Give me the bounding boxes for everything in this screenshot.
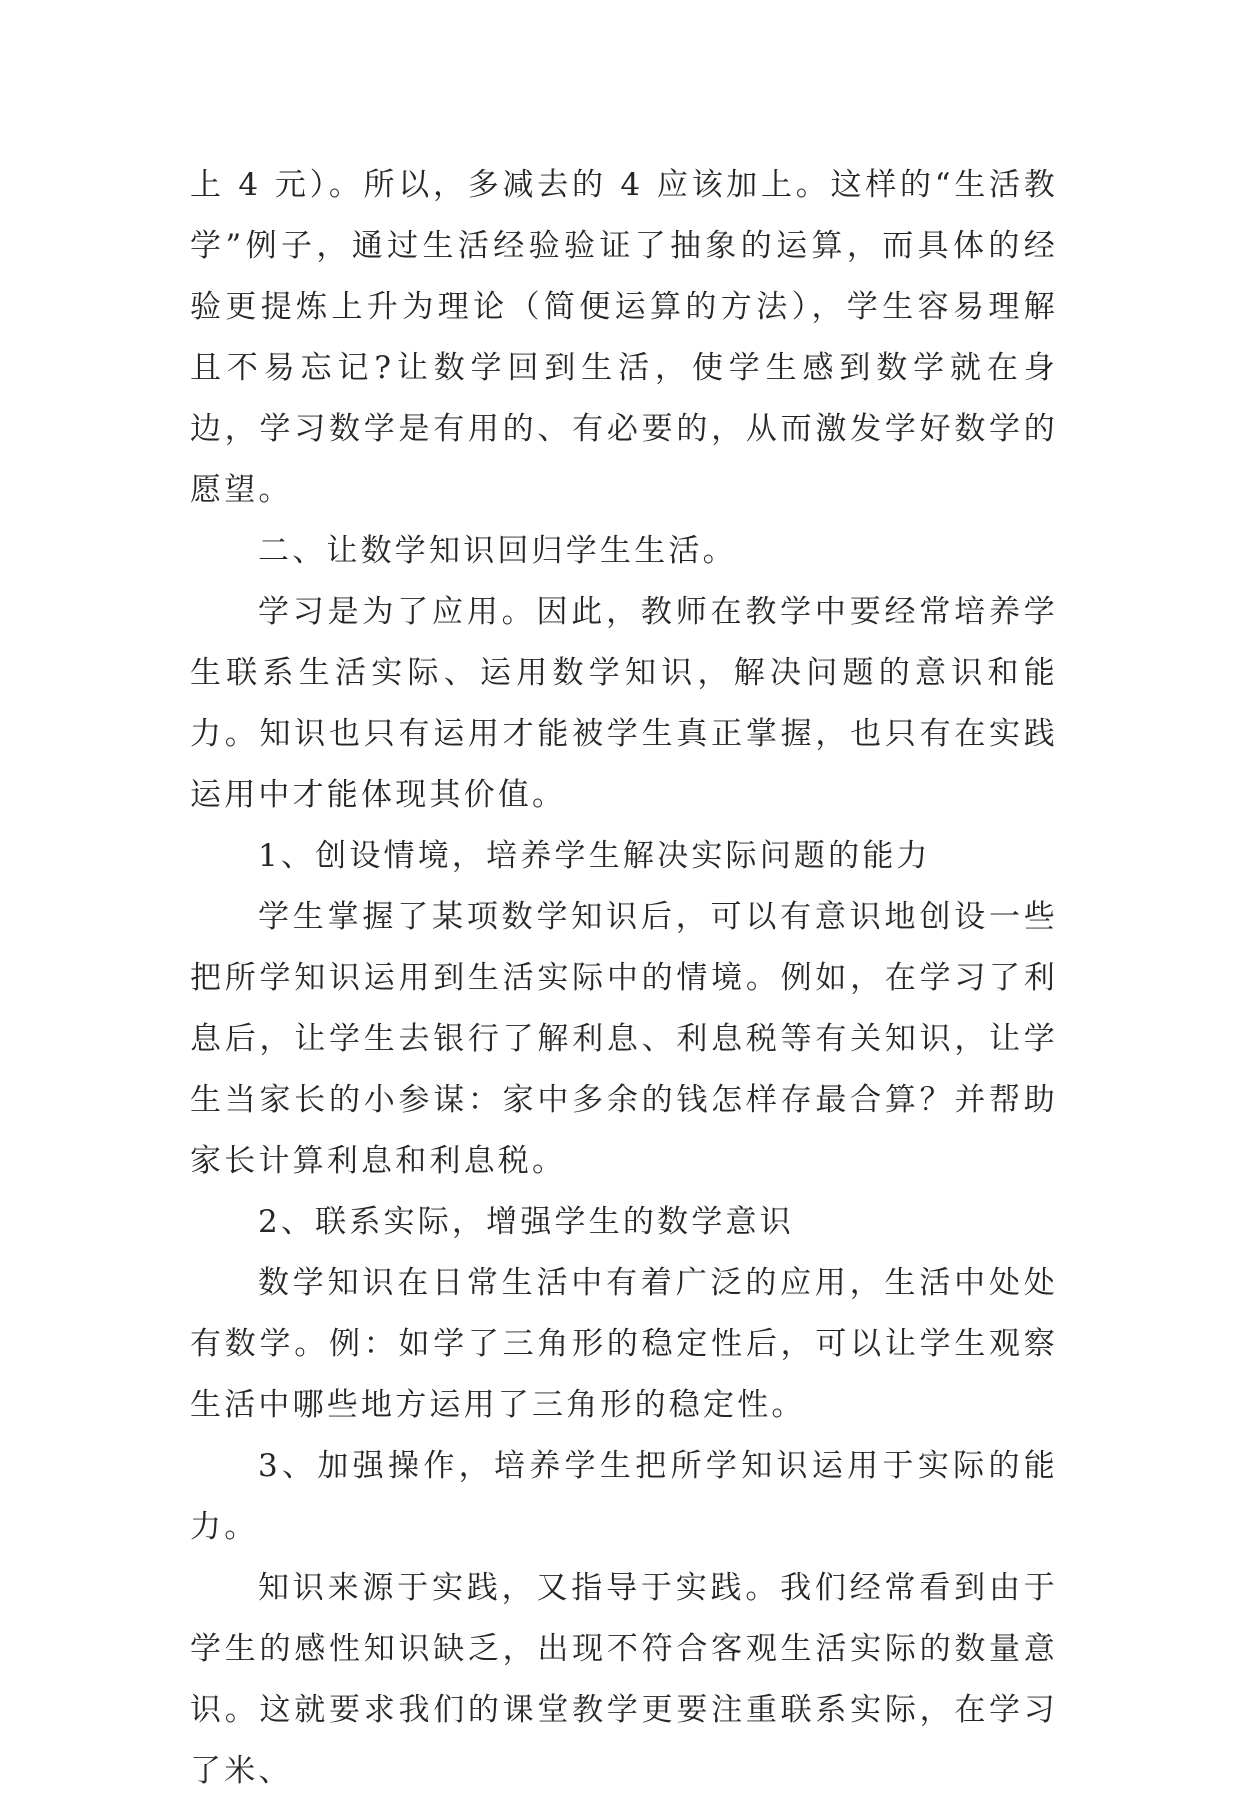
paragraph-1: 上 4 元）。所以，多减去的 4 应该加上。这样的“生活教学”例子，通过生活经验验证了抽象的运算，而具体的经验更提炼上升为理论（简便运算的方法），学生容易理解且不易忘记?让数学回到生活，使学生感到数学就在身边，学习数学是有用的、有必要的，从而激发学好数学的愿望。 <box>190 167 1058 508</box>
paragraph-5: 学生掌握了某项数学知识后，可以有意识地创设一些把所学知识运用到生活实际中的情境。例如，在学习了利息后，让学生去银行了解利息、利息税等有关知识，让学生当家长的小参谋：家中多余的钱怎样存最合算？并帮助家长计算利息和利息税。 <box>190 899 1058 1179</box>
section-heading-2: 二、让数学知识回归学生生活。 <box>258 533 737 569</box>
paragraph-9: 知识来源于实践，又指导于实践。我们经常看到由于学生的感性知识缺乏，出现不符合客观生活实际的数量意识。这就要求我们的课堂教学更要注重联系实际，在学习了米、 <box>190 1570 1058 1789</box>
subheading-3: 3、加强操作，培养学生把所学知识运用于实际的能力。 <box>190 1448 1058 1545</box>
paragraph-7: 数学知识在日常生活中有着广泛的应用，生活中处处有数学。例：如学了三角形的稳定性后，可以让学生观察生活中哪些地方运用了三角形的稳定性。 <box>190 1265 1058 1423</box>
subheading-1: 1、创设情境，培养学生解决实际问题的能力 <box>258 838 931 874</box>
subheading-2: 2、联系实际，增强学生的数学意识 <box>258 1204 794 1240</box>
paragraph-3: 学习是为了应用。因此，教师在教学中要经常培养学生联系生活实际、运用数学知识，解决问题的意识和能力。知识也只有运用才能被学生真正掌握，也只有在实践运用中才能体现其价值。 <box>190 594 1058 813</box>
document-body <box>190 155 1058 1802</box>
